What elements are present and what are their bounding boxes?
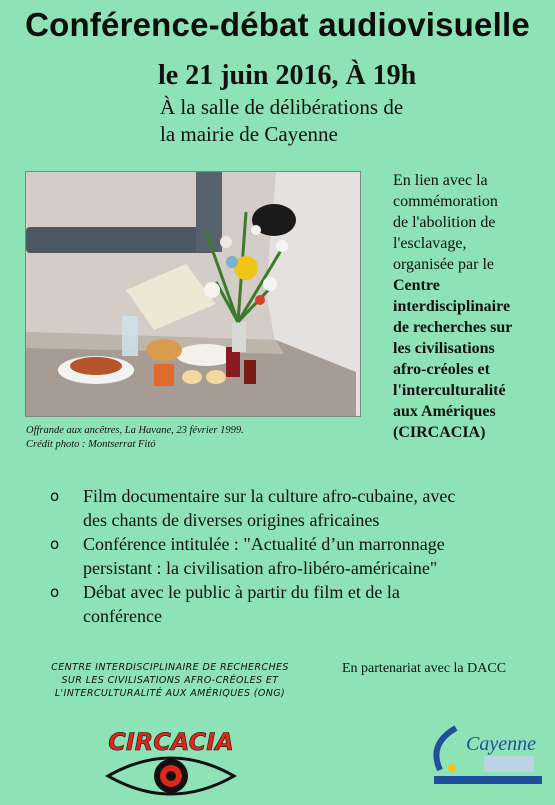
circacia-logo-text: CIRCACIA [108,728,234,756]
page-title: Conférence-débat audiovisuelle [25,6,530,43]
org-name-line: CENTRE INTERDISCIPLINAIRE DE RECHERCHES [51,662,289,673]
cayenne-logo [426,718,546,793]
organizer-line: l'interculturalité [393,382,506,399]
offering-photo [26,172,360,416]
cayenne-logo-text: Cayenne [466,733,536,755]
program-list [50,484,550,628]
circacia-org-name [36,661,304,700]
circacia-logo [96,728,246,805]
caption-line: Crédit photo : Montserrat Fitó [26,439,156,450]
context-line: commémoration [393,193,498,210]
program-item [50,580,550,628]
program-item-line: persistant : la civilisation afro-libéro-américaine" [83,558,438,578]
program-item-line: Conférence intitulée : "Actualité d’un marronnage [83,534,445,554]
organizer-line: interdisciplinaire [393,298,511,315]
program-item-line: conférence [83,606,162,626]
context-line: organisée par le [393,256,494,273]
organizer-line: aux Amériques [393,403,496,420]
event-date: le 21 juin 2016, À 19h [158,60,417,91]
organizer-line: afro-créoles et [393,361,490,378]
bullet-icon: o [50,487,60,505]
organizer-line: (CIRCACIA) [393,424,486,441]
program-item-line: Débat avec le public à partir du film et de la [83,582,400,602]
organizer-line: les civilisations [393,340,495,357]
program-item [50,532,550,580]
venue-line: À la salle de délibérations de [160,95,404,119]
program-item-line: des chants de diverses origines africaines [83,510,380,530]
program-item-line: Film documentaire sur la culture afro-cubaine, avec [83,486,456,506]
photo-caption [26,424,356,452]
bullet-icon: o [50,583,60,601]
org-name-line: SUR LES CIVILISATIONS AFRO-CRÉOLES ET [61,675,279,686]
context-line: de l'abolition de [393,214,496,231]
caption-line: Offrande aux ancêtres, La Havane, 23 février 1999. [26,425,244,436]
org-name-line: L'INTERCULTURALITÉ AUX AMÉRIQUES (ONG) [54,688,286,699]
bullet-icon: o [50,535,60,553]
context-text [393,170,553,443]
venue-line: la mairie de Cayenne [160,122,338,146]
organizer-line: Centre [393,277,440,294]
event-venue [160,94,490,148]
context-line: l'esclavage, [393,235,467,252]
program-item [50,484,550,532]
organizer-line: de recherches sur [393,319,513,336]
context-line: En lien avec la [393,172,488,189]
partner-text: En partenariat avec la DACC [342,661,507,676]
